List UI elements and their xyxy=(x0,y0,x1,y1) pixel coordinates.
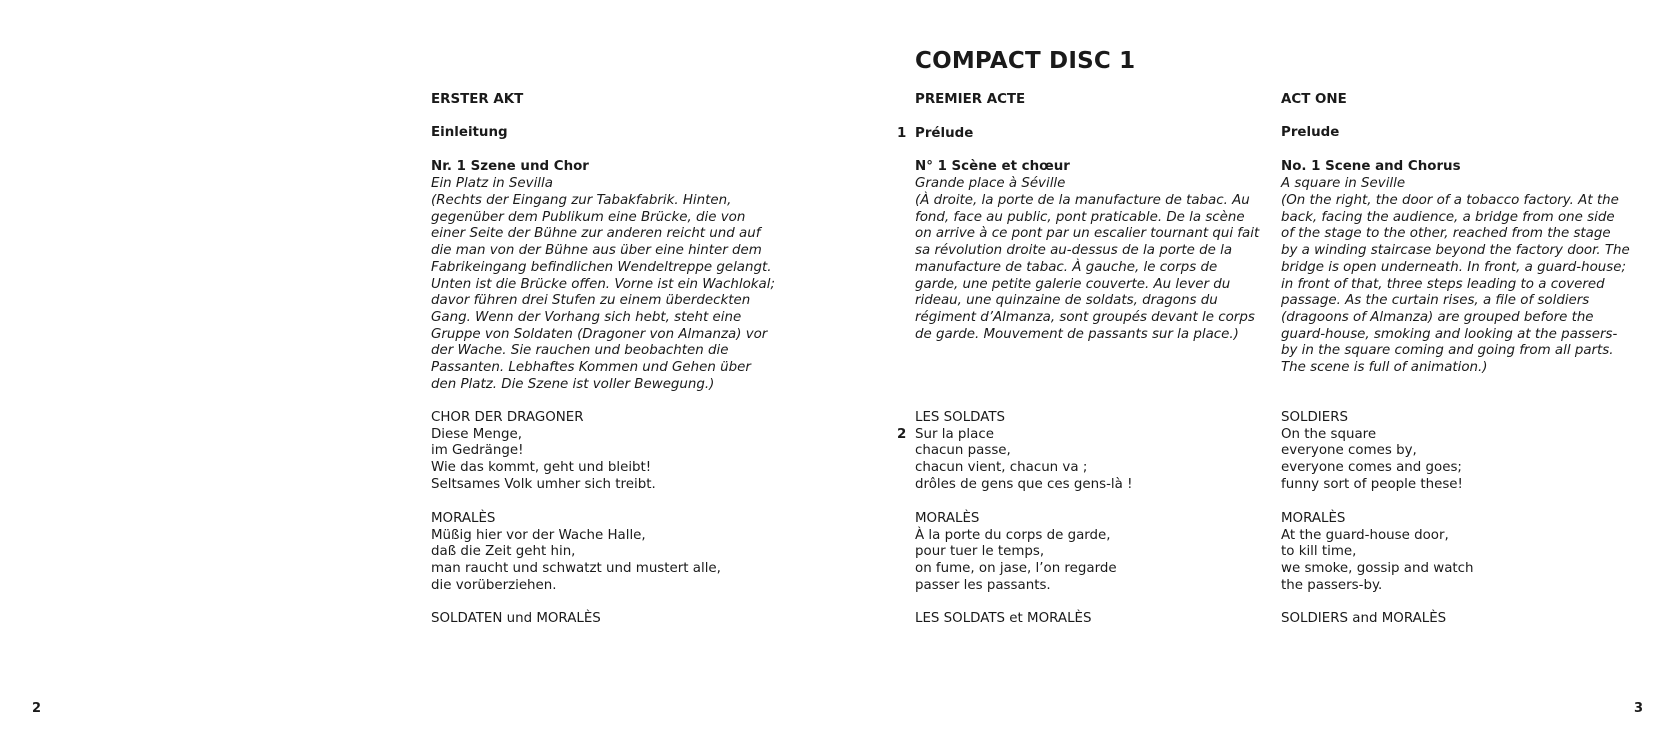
lyric-line: the passers-by. xyxy=(1281,577,1383,593)
stage-directions xyxy=(431,193,776,393)
place-line: A square in Seville xyxy=(1281,176,1406,191)
lyric-line: pour tuer le temps, xyxy=(915,544,1045,560)
lyric-line: everyone comes and goes; xyxy=(1281,460,1462,476)
stage-line: in front of that, three steps leading to a covered xyxy=(1281,276,1605,292)
stage-line: on arrive à ce pont par un escalier tournant qui fait xyxy=(915,226,1260,242)
chorus-block xyxy=(1281,410,1626,494)
stage-line: (À droite, la porte de la manufacture de tabac. Au xyxy=(915,193,1250,208)
number-heading: N° 1 Scène et chœur xyxy=(915,159,1070,174)
stage-line: Gang. Wenn der Vorhang sich hebt, steht eine xyxy=(431,309,742,325)
stage-line: by in the square coming and going from all parts. xyxy=(1281,343,1614,359)
speaker-label: LES SOLDATS xyxy=(915,410,1006,425)
stage-directions xyxy=(915,193,1260,343)
lyric-line: drôles de gens que ces gens-là ! xyxy=(915,476,1133,492)
stage-line: manufacture de tabac. À gauche, le corps de xyxy=(915,259,1218,275)
intro-heading: Einleitung xyxy=(431,125,508,140)
stage-line: bridge is open underneath. In front, a guard-house; xyxy=(1281,259,1626,275)
stage-line: (On the right, the door of a tobacco factory. At the xyxy=(1281,193,1619,208)
lyric-line: Sur la place xyxy=(915,426,994,442)
lyric-line: On the square xyxy=(1281,426,1377,442)
stage-line: den Platz. Die Szene ist voller Bewegung.) xyxy=(431,376,715,392)
stage-directions xyxy=(1281,193,1630,377)
chorus-block xyxy=(915,410,1260,494)
closing-speaker: SOLDATEN und MORALÈS xyxy=(431,611,601,626)
speaker-label: SOLDIERS xyxy=(1281,410,1349,425)
chorus-block xyxy=(431,410,776,494)
lyric-line: chacun passe, xyxy=(915,443,1011,459)
stage-line: de garde. Mouvement de passants sur la place.) xyxy=(915,326,1239,342)
lyric-line: we smoke, gossip and watch xyxy=(1281,561,1474,577)
closing-speaker: SOLDIERS and MORALÈS xyxy=(1281,611,1447,626)
stage-line: sa révolution droite au-dessus de la porte de la xyxy=(915,243,1233,259)
page-number-left: 2 xyxy=(32,701,42,716)
stage-line: passage. As the curtain rises, a file of soldiers xyxy=(1281,293,1590,309)
stage-line: by a winding staircase beyond the factory door. The xyxy=(1281,243,1630,259)
lyric-line: À la porte du corps de garde, xyxy=(915,527,1111,543)
number-heading: Nr. 1 Szene und Chor xyxy=(431,159,589,174)
act-heading: ACT ONE xyxy=(1281,92,1347,107)
stage-line: der Wache. Sie rauchen und beobachten die xyxy=(431,343,729,359)
stage-line: Unten ist die Brücke offen. Vorne ist ein Wachlokal; xyxy=(431,276,775,292)
disc-title: COMPACT DISC 1 xyxy=(915,48,1136,74)
act-heading: PREMIER ACTE xyxy=(915,92,1026,107)
stage-line: Passanten. Lebhaftes Kommen und Gehen über xyxy=(431,360,751,376)
intro-heading: Prelude xyxy=(1281,125,1340,140)
stage-line: of the stage to the other, reached from the stage xyxy=(1281,226,1611,242)
morales-block xyxy=(431,511,776,595)
closing-speaker: LES SOLDATS et MORALÈS xyxy=(915,611,1092,626)
lyric-line: man raucht und schwatzt und mustert alle, xyxy=(431,561,721,577)
act-heading: ERSTER AKT xyxy=(431,92,524,107)
number-heading: No. 1 Scene and Chorus xyxy=(1281,159,1461,174)
lyric-line: Diese Menge, xyxy=(431,426,523,442)
speaker-label: MORALÈS xyxy=(915,511,980,526)
lyric-line: daß die Zeit geht hin, xyxy=(431,544,576,560)
lyric-line: passer les passants. xyxy=(915,577,1051,593)
stage-line: (Rechts der Eingang zur Tabakfabrik. Hinten, xyxy=(431,193,732,208)
stage-line: die man von der Bühne aus über eine hinter dem xyxy=(431,243,762,259)
stage-line: gegenüber dem Publikum eine Brücke, die von xyxy=(431,209,746,225)
place-line: Ein Platz in Sevilla xyxy=(431,176,553,191)
lyric-line: Wie das kommt, geht und bleibt! xyxy=(431,460,652,476)
stage-line: rideau, une quinzaine de soldats, dragons du xyxy=(915,293,1218,309)
lyric-line: die vorüberziehen. xyxy=(431,577,557,593)
stage-line: einer Seite der Bühne zur anderen reicht und auf xyxy=(431,226,761,242)
speaker-label: MORALÈS xyxy=(431,511,496,526)
stage-line: Fabrikeingang befindlichen Wendeltreppe gelangt. xyxy=(431,259,772,275)
morales-block xyxy=(915,511,1260,595)
lyric-line: chacun vient, chacun va ; xyxy=(915,460,1088,476)
speaker-label: CHOR DER DRAGONER xyxy=(431,410,584,425)
stage-line: (dragoons of Almanza) are grouped before the xyxy=(1281,309,1594,325)
lyric-line: im Gedränge! xyxy=(431,443,524,459)
lyric-line: Seltsames Volk umher sich treibt. xyxy=(431,476,656,492)
lyric-line: on fume, on jase, l’on regarde xyxy=(915,561,1117,577)
lyric-line: Müßig hier vor der Wache Halle, xyxy=(431,527,646,543)
place-line: Grande place à Séville xyxy=(915,176,1066,191)
page-number-right: 3 xyxy=(1634,701,1644,716)
stage-line: The scene is full of animation.) xyxy=(1281,360,1488,376)
stage-line: régiment d’Almanza, sont groupés devant le corps xyxy=(915,309,1255,325)
stage-line: guard-house, smoking and looking at the passers- xyxy=(1281,326,1618,342)
stage-line: back, facing the audience, a bridge from one side xyxy=(1281,209,1615,225)
intro-heading: Prélude xyxy=(915,126,974,141)
stage-line: garde, une petite galerie couverte. Au lever du xyxy=(915,276,1231,292)
stage-line: davor führen drei Stufen zu einem überdeckten xyxy=(431,293,751,309)
lyric-line: At the guard-house door, xyxy=(1281,527,1449,543)
track-number: 1 xyxy=(897,126,907,141)
lyric-line: everyone comes by, xyxy=(1281,443,1417,459)
stage-line: fond, face au public, pont praticable. De la scène xyxy=(915,209,1245,225)
speaker-label: MORALÈS xyxy=(1281,511,1346,526)
lyric-line: funny sort of people these! xyxy=(1281,476,1463,492)
stage-line: Gruppe von Soldaten (Dragoner von Almanza) vor xyxy=(431,326,768,342)
lyric-line: to kill time, xyxy=(1281,544,1357,560)
track-number: 2 xyxy=(897,427,907,442)
morales-block xyxy=(1281,511,1626,595)
